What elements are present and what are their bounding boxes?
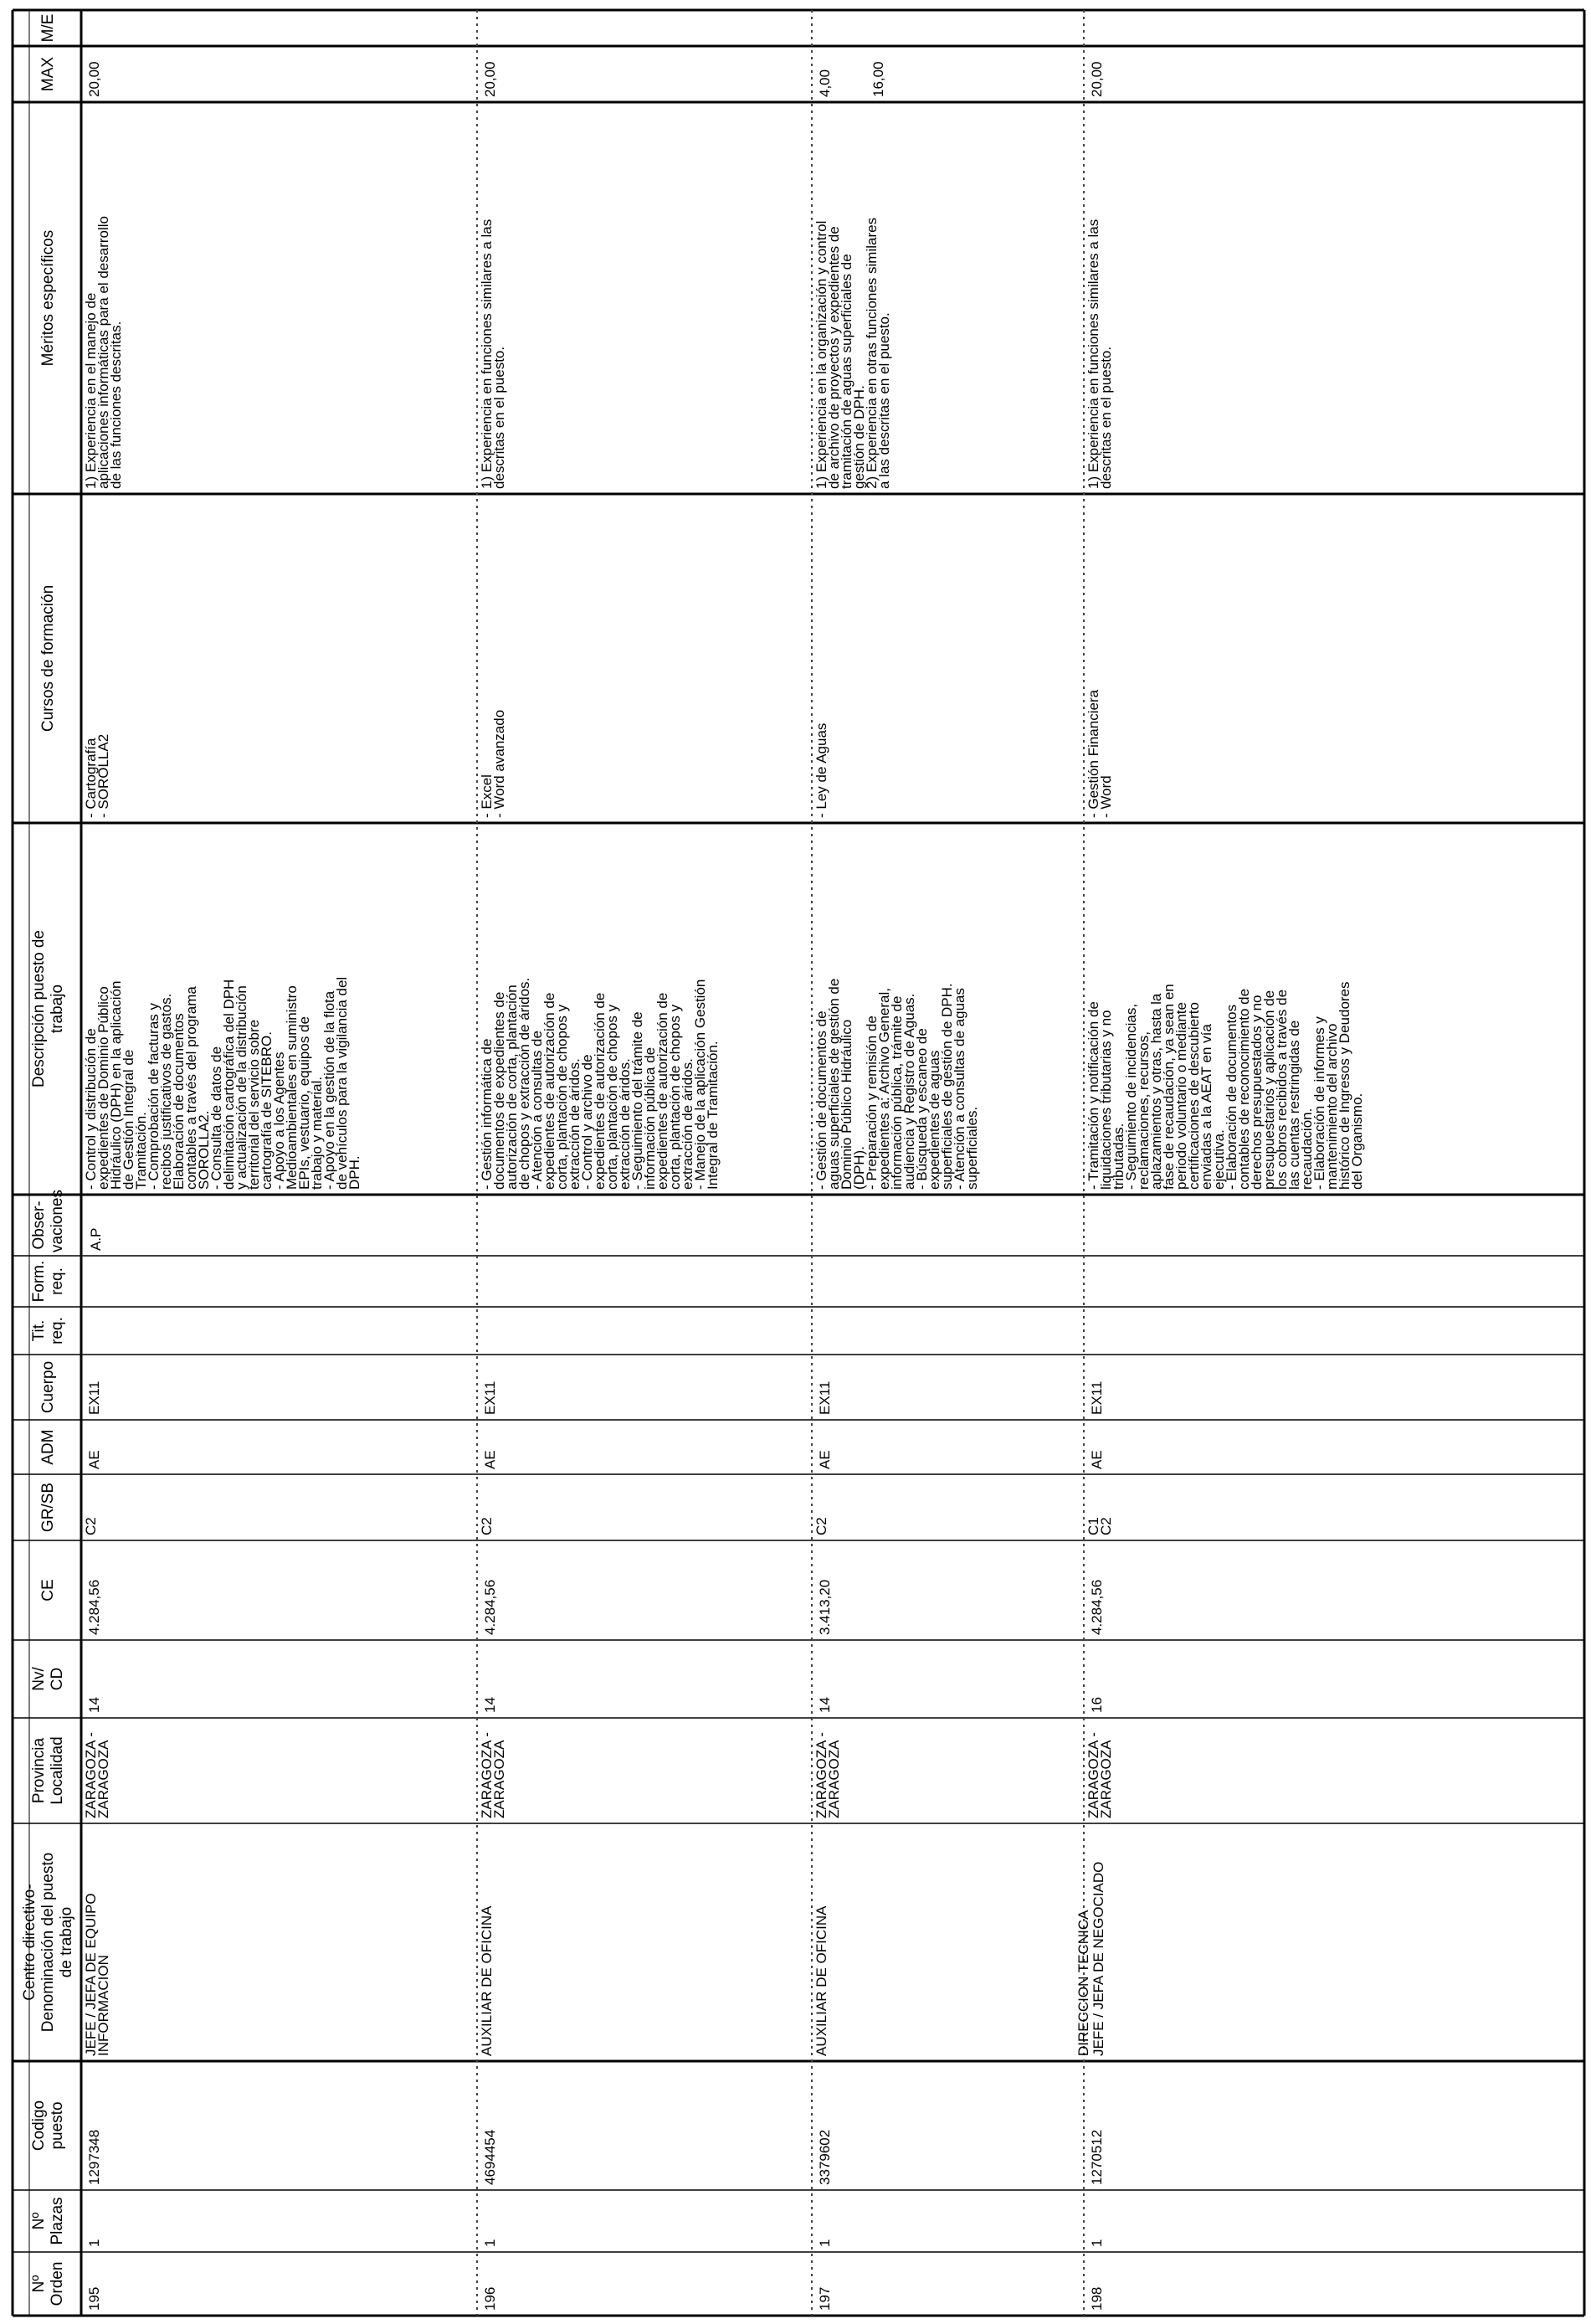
cell-ce: 4.284,56 <box>482 1579 498 1635</box>
cell-centro: AUXILIAR DE OFICINA <box>479 1905 495 2056</box>
cell-plazas: 1 <box>482 2239 498 2247</box>
cell-orden: 197 <box>817 2286 833 2311</box>
cell-grupo: C2 <box>813 1517 829 1535</box>
cell-observaciones: A.P <box>88 1227 104 1251</box>
header-titulacion: Tit. req. <box>29 1317 66 1345</box>
header-orden: Nº Orden <box>29 2261 66 2306</box>
cell-max: 20,00 <box>86 61 102 97</box>
cell-cursos: - Excel - Word avanzado <box>479 709 507 818</box>
cell-adm: AE <box>86 1450 102 1469</box>
cell-plazas: 1 <box>1089 2239 1105 2247</box>
cell-nivel: 16 <box>1089 1697 1105 1713</box>
cell-cuerpo: EX11 <box>86 1381 102 1415</box>
cell-max: 20,00 <box>482 61 498 97</box>
cell-provincia: ZARAGOZA - ZARAGOZA <box>83 1732 111 1818</box>
header-formacion: Form. req. <box>29 1260 66 1303</box>
header-nivel: Nv/ CD <box>29 1667 66 1691</box>
cell-descripcion: - Gestión informática de documentos de expedientes de autorización de corta, plantación de chopos y extracción de áridos. - Atención a consultas de expedientes de autorización de corta, plantación de chopos y extracción de áridos. - Control y archivo de expedientes de autorización de corta, plantación de chopos y extracción de áridos. - Seguimiento del trámite de información pública de expedientes de autorización de corta, plantación de chopos y extracción de áridos. - Manejo de la aplicación Gestión Integral de Tramitación. <box>479 977 721 1190</box>
header-plazas: Nº Plazas <box>29 2197 66 2245</box>
cell-meritos: 1) Experiencia en el manejo de aplicaciones informáticas para el desarrollo de las funciones descritas. <box>83 216 124 489</box>
cell-meritos: 1) Experiencia en la organización y control de archivo de proyectos y expedientes de tramitación de aguas superficiales de gestión de DPH. 2) Experiencia en otras funciones similares a las descritas en el puesto. <box>813 217 892 489</box>
header-provincia: Provincia Localidad <box>29 1736 66 1805</box>
cell-adm: AE <box>482 1450 498 1469</box>
header-max: MAX <box>38 56 57 92</box>
cell-meritos: 1) Experiencia en funciones similares a las descritas en el puesto. <box>479 219 507 489</box>
header-adm: ADM <box>38 1429 57 1465</box>
cell-cursos: - Cartografía - SOROLLA2 <box>83 733 111 818</box>
cell-provincia: ZARAGOZA - ZARAGOZA <box>479 1732 507 1818</box>
cell-centro: AUXILIAR DE OFICINA <box>813 1905 829 2056</box>
cell-orden: 195 <box>86 2286 102 2311</box>
cell-cuerpo: EX11 <box>817 1381 833 1415</box>
cell-ce: 4.284,56 <box>1089 1579 1105 1635</box>
header-centro: Centro directivo- Denominación del puesto de trabajo <box>20 1852 75 2033</box>
cell-adm: AE <box>817 1450 833 1469</box>
cell-centro: JEFE / JEFA DE NEGOCIADO <box>1091 1861 1106 2056</box>
header-ce: CE <box>38 1579 57 1602</box>
cell-grupo: C1 C2 <box>1085 1517 1114 1535</box>
header-meritos: Méritos específicos <box>38 229 57 367</box>
cell-adm: AE <box>1089 1450 1105 1469</box>
cell-meritos: 1) Experiencia en funciones similares a las descritas en el puesto. <box>1085 219 1114 489</box>
cell-grupo: C2 <box>479 1517 495 1535</box>
cell-codigo: 3379602 <box>817 2129 833 2185</box>
cell-descripcion: - Gestión de documentos de aguas superficiales de gestión de Dominio Público Hidráulico (DPH). - Preparación y remisión de expedientes a: Archivo General, información pública, trámite de audiencia y Registro de Aguas. - Búsqueda y escaneo de expedientes de aguas superficiales de gestión de DPH. - Atención a consultas de aguas superficiales. <box>813 978 980 1190</box>
cell-orden: 196 <box>482 2286 498 2311</box>
cell-max: 20,00 <box>1089 61 1105 97</box>
cell-plazas: 1 <box>86 2239 102 2247</box>
cell-codigo: 1270512 <box>1089 2129 1105 2185</box>
centro-prefix: DIRECCION TECNICA <box>1075 1910 1091 2056</box>
header-me: M/E <box>38 13 57 43</box>
cell-centro: JEFE / JEFA DE EQUIPO INFORMACION <box>83 1893 111 2056</box>
cell-provincia: ZARAGOZA - ZARAGOZA <box>813 1732 842 1818</box>
cell-max-secondary: 16,00 <box>870 61 886 97</box>
cell-cuerpo: EX11 <box>1089 1381 1105 1415</box>
cell-descripcion: - Tramitación y notificación de liquidaciones tributarias y no tributadas. - Seguimiento de incidencias, reclamaciones, recursos, aplazamientos y otras, hasta la fase de recaudación, ya sean en periodo voluntario o mediante certificaciones de descubierto enviadas a la AEAT en vía ejecutiva. - Elaboración de documentos contables de reconocimiento de derechos presupuestados y no presupuestarios y aplicación de los cobros recibidos a través de las cuentas restringidas de recaudación. - Elaboración de informes y mantenimiento del archivo histórico de Ingresos y Deudores del Organismo. <box>1085 981 1365 1190</box>
cell-descripcion: - Control y distribución de expedientes de Dominio Público Hidráulico (DPH) en la aplicación de Gestión Integral de Tramitación. - Comprobación de facturas y recibos justificativos de gastos. Elaboración de documentos contables a través del programa SOROLLA2. - Consulta de datos de delimitación cartográfica del DPH y actualización de la distribución territorial del servicio sobre cartografía de SITEBRO. - Apoyo a los Agentes Medioambientales en suministro EPIs, vestuario, equipos de trabajo y material. - Apoyo en la gestión de la flota de vehículos para la vigilancia del DPH. <box>83 976 362 1190</box>
cell-codigo: 4694454 <box>482 2129 498 2185</box>
cell-provincia: ZARAGOZA - ZARAGOZA <box>1085 1732 1114 1818</box>
header-grupo: GR/SB <box>38 1482 57 1533</box>
cell-nivel: 14 <box>86 1697 102 1713</box>
header-descripcion: Descripción puesto de trabajo <box>29 930 66 1087</box>
cell-nivel: 14 <box>817 1697 833 1713</box>
header-codigo: Codigo puesto <box>29 2100 66 2152</box>
cell-max: 4,00 <box>817 69 833 97</box>
cell-cursos: - Ley de Aguas <box>813 722 829 818</box>
cell-codigo: 1297348 <box>86 2129 102 2185</box>
cell-ce: 4.284,56 <box>86 1579 102 1635</box>
cell-ce: 3.413,20 <box>817 1579 833 1635</box>
header-cursos: Cursos de formación <box>38 584 57 733</box>
cell-cuerpo: EX11 <box>482 1381 498 1415</box>
header-observaciones: Obser- vaciones <box>29 1190 66 1252</box>
cell-grupo: C2 <box>83 1517 99 1535</box>
cell-plazas: 1 <box>817 2239 833 2247</box>
cell-nivel: 14 <box>482 1697 498 1713</box>
cell-cursos: - Gestión Financiera - Word <box>1085 689 1114 818</box>
cell-orden: 198 <box>1089 2286 1105 2311</box>
header-cuerpo: Cuerpo <box>38 1360 57 1414</box>
